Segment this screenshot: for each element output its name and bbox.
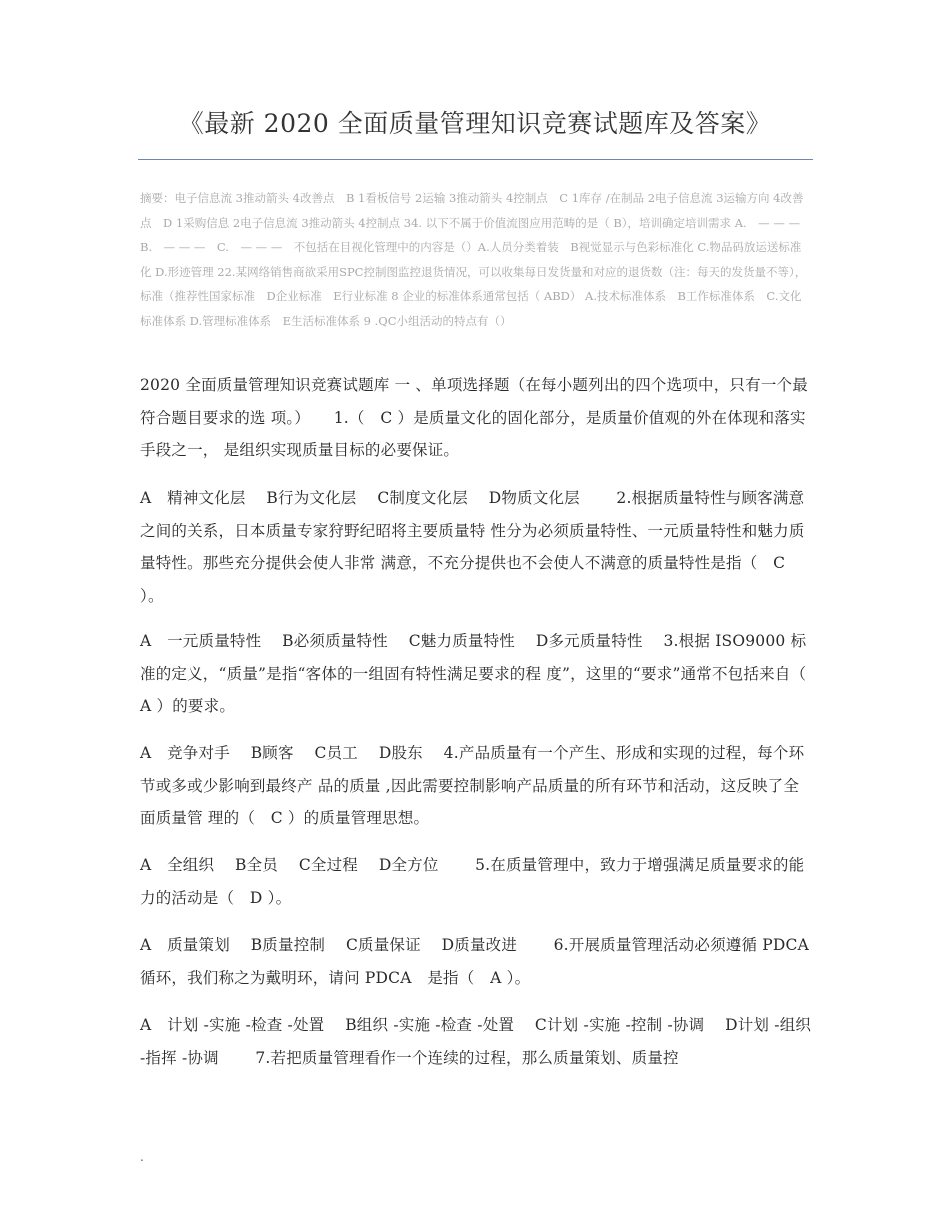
body-paragraph-4: A 竞争对手 B顾客 C员工 D股东 4.产品质量有一个产生、形成和实现的过程，每个环节或多或少影响到最终产 品的质量 ,因此需要控制影响产品质量的所有环节和活动，这反映了全面质量管 理的（ C ）的质量管理思想。 bbox=[140, 744, 805, 827]
title-divider bbox=[138, 159, 813, 160]
body-paragraph-2: A 精神文化层 B行为文化层 C制度文化层 D物质文化层 2.根据质量特性与顾客满意之间的关系，日本质量专家狩野纪昭将主要质量特 性分为必须质量特性、一元质量特性和魅力质量特性。那些充分提供会使人非常 满意，不充分提供也不会使人不满意的质量特性是指（ C ）。 bbox=[140, 489, 805, 605]
body-paragraph-5: A 全组织 B全员 C全过程 D全方位 5.在质量管理中，致力于增强满足质量要求的能力的活动是（ D ）。 bbox=[140, 856, 805, 907]
page-title: 《最新 2020 全面质量管理知识竞赛试题库及答案》 bbox=[178, 109, 772, 138]
body-paragraph-1: 2020 全面质量管理知识竞赛试题库 一 、单项选择题（在每小题列出的四个选项中，只有一个最符合题目要求的选 项。） 1.（ C ）是质量文化的固化部分，是质量价值观的外在体现和落实手段之一， 是组织实现质量目标的必要保证。 bbox=[140, 376, 808, 459]
body-paragraph-3: A 一元质量特性 B必须质量特性 C魅力质量特性 D多元质量特性 3.根据 ISO9000 标准的定义，“质量”是指“客体的一组固有特性满足要求的程 度”，这里的“要求”通常不包括来自（ A ）的要求。 bbox=[140, 632, 822, 715]
body-paragraph-7: A 计划 -实施 -检查 -处置 B组织 -实施 -检查 -处置 C计划 -实施 -控制 -协调 D计划 -组织 -指挥 -协调 7.若把质量管理看作一个连续的过程，那么质量策划、质量控 bbox=[140, 1016, 812, 1067]
footer-dot: . bbox=[140, 1150, 144, 1164]
abstract-text: 摘要：电子信息流 3推动箭头 4改善点 B 1看板信号 2运输 3推动箭头 4控制点 C 1库存 /在制品 2电子信息流 3运输方向 4改善点 D 1采购信息 2电子信息流 3推动箭头 4控制点 34. 以下不属于价值流图应用范畴的是（ B），培训确定培训需求 A. — — — B. — — — C. — — — 不包括在目视化管理中的内容是（）A.人员分类着装 B视觉显示与色彩标准化 C.物品码放运送标准化 D.形迹管理 22.某网络销售商欲采用SPC控制图监控退货情况，可以收集每日发货量和对应的退货数（注：每天的发货量不等），标准（推荐性国家标准 D企业标准 E行业标准 8 企业的标准体系通常包括（ ABD） A.技术标准体系 B工作标准体系 C.文化标准体系 D.管理标准体系 E生活标准体系 9 .QC小组活动的特点有（） bbox=[140, 191, 823, 328]
body-paragraph-6: A 质量策划 B质量控制 C质量保证 D质量改进 6.开展质量管理活动必须遵循 PDCA 循环，我们称之为戴明环，请问 PDCA 是指（ A ）。 bbox=[140, 936, 825, 987]
